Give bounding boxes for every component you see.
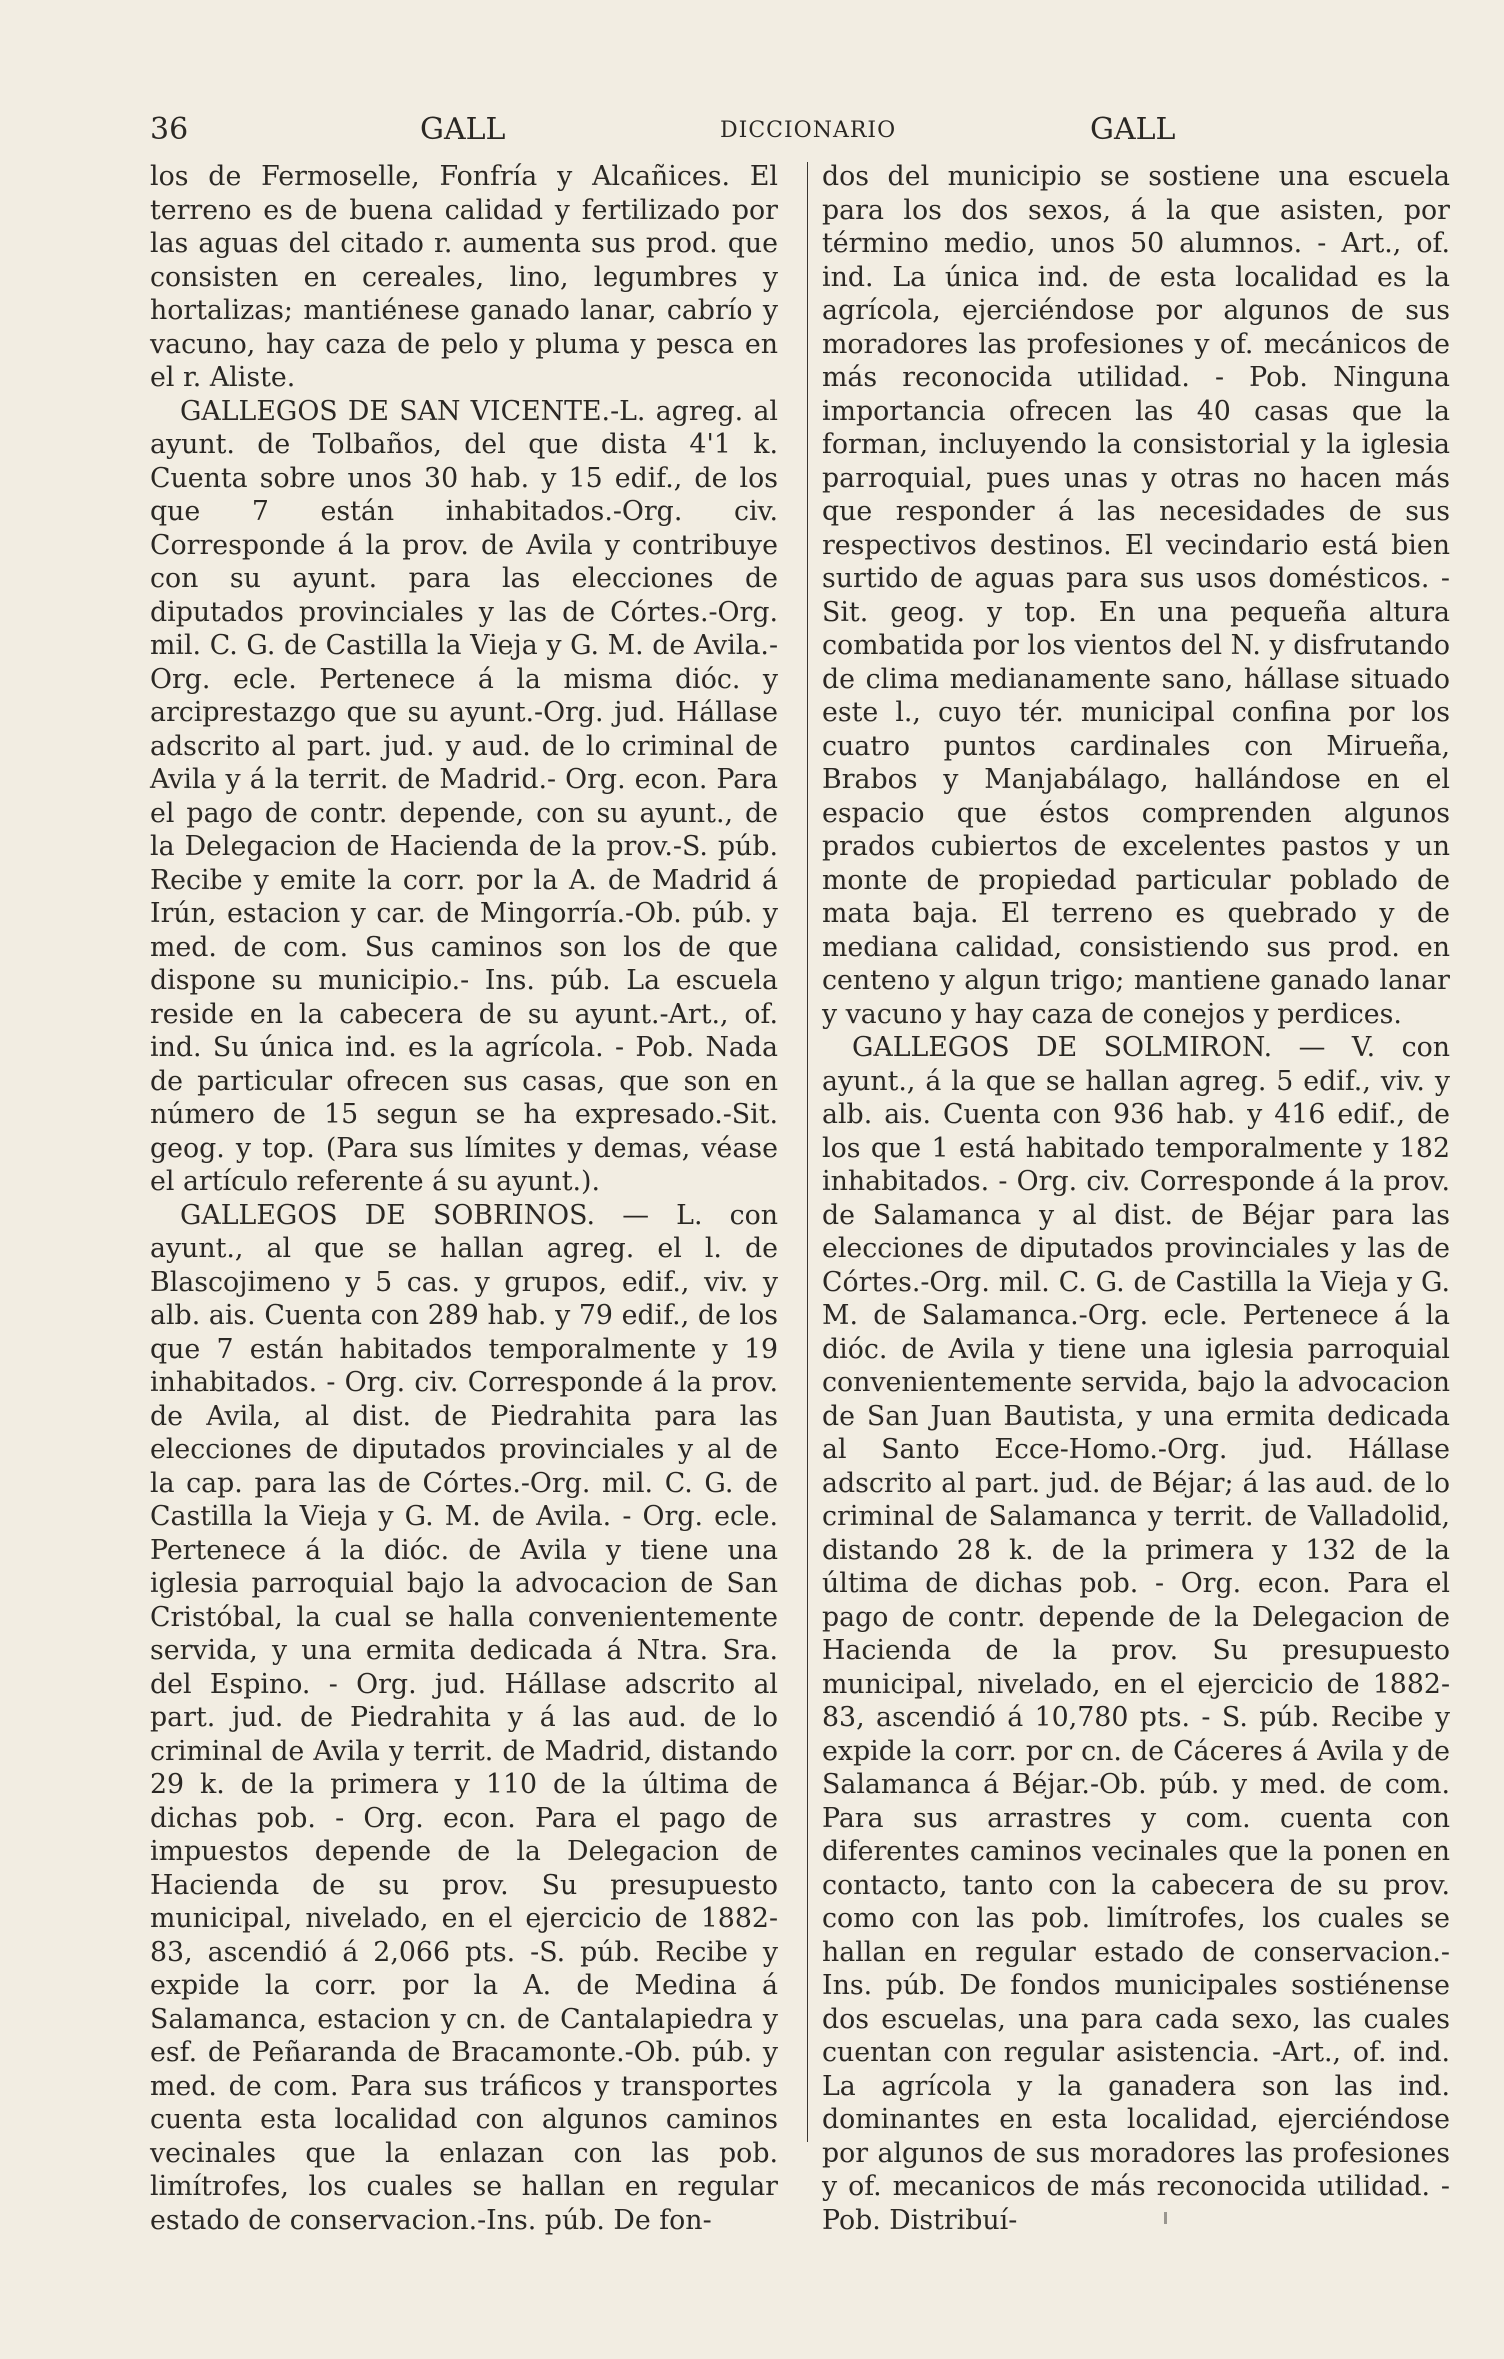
header-title: DICCIONARIO (720, 118, 897, 143)
entry-gallegos-de-solmiron: GALLEGOS DE SOLMIRON. — V. con ayunt., á la que se hallan agreg. 5 edif., viv. y alb. ais. Cuenta con 936 hab. y 416 edif., de los que 1 está habitado temporalmente y 182 inhabitados. - Org. civ. Corresponde á la prov. de Salamanca y al dist. de Béjar para las elecciones de diputados provinciales y las de Córtes.-Org. mil. C. G. de Castilla la Vieja y G. M. de Salamanca.-Org. ecle. Pertenece á la dióc. de Avila y tiene una iglesia parroquial convenientemente servida, bajo la advocacion de San Juan Bautista, y una ermita dedicada al Santo Ecce-Homo.-Org. jud. Hállase adscrito al part. jud. de Béjar; á las aud. de lo criminal de Salamanca y territ. de Valladolid, distando 28 k. de la primera y 132 de la última de dichas pob. - Org. econ. Para el pago de contr. depende de la Delegacion de Hacienda de la prov. Su presupuesto municipal, nivelado, en el ejercicio de 1882-83, ascendió á 10,780 pts. - S. púb. Recibe y expide la corr. por cn. de Cáceres á Avila y de Salamanca á Béjar.-Ob. púb. y med. de com. Para sus arrastres y com. cuenta con diferentes caminos vecinales que la ponen en contacto, tanto con la cabecera de su prov. como con las pob. limítrofes, los cuales se hallan en regular estado de conservacion.-Ins. púb. De fondos municipales sostiénense dos escuelas, una para cada sexo, las cuales cuentan con regular asistencia. -Art., of. ind. La agrícola y la ganadera son las ind. dominantes en esta localidad, ejerciéndose por algunos de sus moradores las profesiones y of. mecanicos de más reconocida utilidad. - Pob. Distribuí- (822, 1032, 1450, 2236)
left-column (150, 160, 778, 2237)
print-mark (1164, 2212, 1167, 2224)
right-column (822, 160, 1450, 2237)
paragraph: dos del municipio se sostiene una escuela para los dos sexos, á la que asisten, por término medio, unos 50 alumnos. - Art., of. ind. La única ind. de esta localidad es la agrícola, ejerciéndose por algunos de sus moradores las profesiones y of. mecánicos de más reconocida utilidad. - Pob. Ninguna importancia ofrecen las 40 casas que la forman, incluyendo la consistorial y la iglesia parroquial, pues unas y otras no hacen más que responder á las necesidades de sus respectivos destinos. El vecindario está bien surtido de aguas para sus usos domésticos. - Sit. geog. y top. En una pequeña altura combatida por los vientos del N. y disfrutando de clima medianamente sano, hállase situado este l., cuyo tér. municipal confina por los cuatro puntos cardinales con Mirueña, Brabos y Manjabálago, hallándose en el espacio que éstos comprenden algunos prados cubiertos de excelentes pastos y un monte de propiedad particular poblado de mata baja. El terreno es quebrado y de mediana calidad, consistiendo sus prod. en centeno y algun trigo; mantiene ganado lanar y vacuno y hay caza de conejos y perdices. (822, 161, 1450, 1030)
entry-gallegos-de-san-vicente: GALLEGOS DE SAN VICENTE.-L. agreg. al ayunt. de Tolbaños, del que dista 4'1 k. Cuenta sobre unos 30 hab. y 15 edif., de los que 7 están inhabitados.-Org. civ. Corresponde á la prov. de Avila y contribuye con su ayunt. para las elecciones de diputados provinciales y las de Córtes.-Org. mil. C. G. de Castilla la Vieja y G. M. de Avila.-Org. ecle. Pertenece á la misma dióc. y arciprestazgo que su ayunt.-Org. jud. Hállase adscrito al part. jud. y aud. de lo criminal de Avila y á la territ. de Madrid.- Org. econ. Para el pago de contr. depende, con su ayunt., de la Delegacion de Hacienda de la prov.-S. púb. Recibe y emite la corr. por la A. de Madrid á Irún, estacion y car. de Mingorría.-Ob. púb. y med. de com. Sus caminos son los de que dispone su municipio.- Ins. púb. La escuela reside en la cabecera de su ayunt.-Art., of. ind. Su única ind. es la agrícola. - Pob. Nada de particular ofrecen sus casas, que son en número de 15 segun se ha expresado.-Sit. geog. y top. (Para sus límites y demas, véase el artículo referente á su ayunt.). (150, 395, 778, 1197)
header-left-word: GALL (420, 112, 506, 147)
paragraph: los de Fermoselle, Fonfría y Alcañices. El terreno es de buena calidad y fertilizado por las aguas del citado r. aumenta sus prod. que consisten en cereales, lino, legumbres y hortalizas; mantiénese ganado lanar, cabrío y vacuno, hay caza de pelo y pluma y pesca en el r. Aliste. (150, 161, 778, 393)
column-divider (807, 162, 808, 2142)
page-number: 36 (150, 112, 189, 147)
page-header (150, 112, 1450, 162)
entry-gallegos-de-sobrinos: GALLEGOS DE SOBRINOS. — L. con ayunt., al que se hallan agreg. el l. de Blascojimeno y 5 cas. y grupos, edif., viv. y alb. ais. Cuenta con 289 hab. y 79 edif., de los que 7 están habitados temporalmente y 19 inhabitados. - Org. civ. Corresponde á la prov. de Avila, al dist. de Piedrahita para las elecciones de diputados provinciales y al de la cap. para las de Córtes.-Org. mil. C. G. de Castilla la Vieja y G. M. de Avila. - Org. ecle. Pertenece á la dióc. de Avila y tiene una iglesia parroquial bajo la advocacion de San Cristóbal, la cual se halla convenientemente servida, y una ermita dedicada á Ntra. Sra. del Espino. - Org. jud. Hállase adscrito al part. jud. de Piedrahita y á las aud. de lo criminal de Avila y territ. de Madrid, distando 29 k. de la primera y 110 de la última de dichas pob. - Org. econ. Para el pago de impuestos depende de la Delegacion de Hacienda de su prov. Su presupuesto municipal, nivelado, en el ejercicio de 1882-83, ascendió á 2,066 pts. -S. púb. Recibe y expide la corr. por la A. de Medina á Salamanca, estacion y cn. de Cantalapiedra y esf. de Peñaranda de Bracamonte.-Ob. púb. y med. de com. Para sus tráficos y transportes cuenta esta localidad con algunos caminos vecinales que la enlazan con las pob. limítrofes, los cuales se hallan en regular estado de conservacion.-Ins. púb. De fon- (150, 1199, 778, 2236)
header-right-word: GALL (1090, 112, 1176, 147)
